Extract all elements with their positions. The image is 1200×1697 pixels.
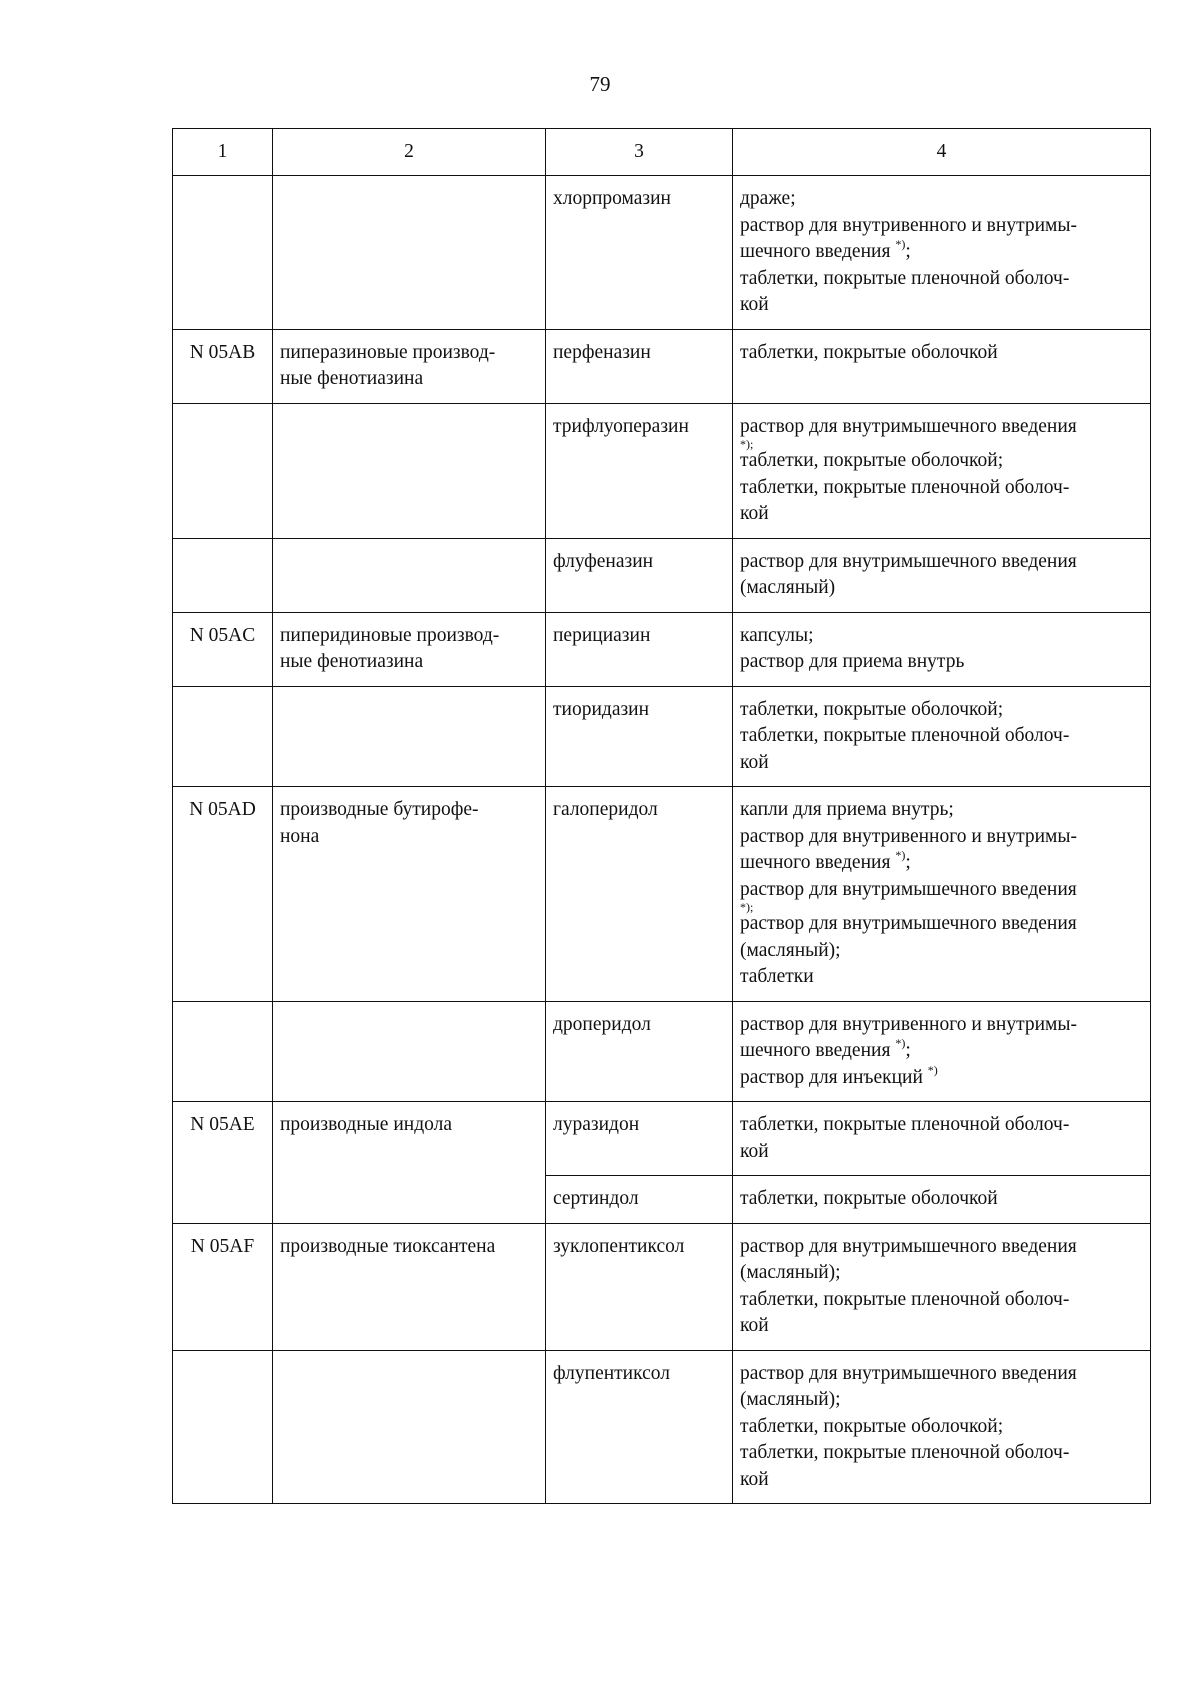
dosage-form-text: раствор для внутримышечного введения: [740, 913, 1077, 934]
dosage-form-text: таблетки: [740, 966, 814, 987]
dosage-form-text: таблетки, покрытые оболочкой;: [740, 450, 1004, 471]
punctuation: ;: [905, 1040, 911, 1061]
dosage-form-text: таблетки, покрытые пленочной оболоч-: [740, 1114, 1070, 1135]
dosage-form-line: [740, 1361, 1144, 1388]
dosage-form-line: [740, 239, 1144, 266]
table-row: [173, 612, 1151, 686]
pharmacological-group-cell: [273, 403, 546, 538]
dosage-form-text: драже;: [740, 188, 796, 209]
dosage-form-text: капсулы;: [740, 624, 814, 646]
pharmacological-group-cell: [273, 329, 546, 403]
dosage-form-line: [740, 877, 1144, 904]
dosage-forms-cell: [733, 403, 1151, 538]
dosage-form-line: [740, 1260, 1144, 1287]
pharmacological-group-cell: [273, 1223, 546, 1350]
group-text-line: производные индола: [280, 1114, 452, 1135]
dosage-form-text: таблетки, покрытые пленочной оболоч-: [740, 476, 1070, 498]
dosage-form-text: (масляный);: [740, 939, 841, 961]
dosage-form-text: таблетки, покрытые пленочной оболоч-: [740, 1288, 1070, 1310]
table-body: [173, 176, 1151, 1504]
footnote-mark: *): [895, 237, 906, 251]
table-row: [173, 176, 1151, 330]
dosage-forms-cell: [733, 1001, 1151, 1102]
dosage-form-text: шечного введения: [740, 852, 896, 873]
drug-name-cell: [546, 1176, 733, 1224]
footnote-mark: *): [927, 1062, 938, 1077]
dosage-form-text: (масляный);: [740, 1389, 841, 1410]
dosage-form-text: таблетки, покрытые оболочкой;: [740, 1415, 1004, 1437]
dosage-form-text: раствор для внутримышечного введения: [740, 1362, 1077, 1384]
group-text-line: ные фенотиазина: [280, 368, 424, 389]
column-header-3: 3: [546, 129, 733, 176]
header-row: [173, 129, 1151, 176]
footnote-mark: *);: [740, 900, 754, 914]
dosage-form-line: [740, 649, 1144, 676]
atc-code-cell: [173, 612, 273, 686]
dosage-form-line: [740, 414, 1144, 441]
table-row: [173, 686, 1151, 787]
dosage-form-text: (масляный): [740, 577, 836, 598]
pharmacological-group-cell: [273, 612, 546, 686]
dosage-form-text: шечного введения: [740, 1040, 896, 1061]
drug-name-cell: [546, 176, 733, 330]
dosage-form-text: раствор для внутримышечного введения: [740, 878, 1077, 900]
drug-name-cell: [546, 538, 733, 612]
pharmacological-group-cell: [273, 1001, 546, 1102]
dosage-form-text: раствор для приема внутрь: [740, 651, 965, 672]
dosage-form-line: [740, 797, 1144, 824]
drug-name: трифлуоперазин: [553, 415, 689, 437]
table-row: [173, 787, 1151, 1002]
drug-name: флупентиксол: [553, 1362, 670, 1384]
dosage-forms-cell: [733, 1223, 1151, 1350]
dosage-form-line: [740, 850, 1144, 877]
drug-name-cell: [546, 1001, 733, 1102]
dosage-form-text: кой: [740, 1315, 769, 1336]
footnote-mark: *): [895, 1036, 906, 1050]
atc-code: N 05AD: [189, 799, 256, 820]
dosage-forms-cell: [733, 1350, 1151, 1504]
table-row: [173, 1102, 1151, 1176]
dosage-forms-cell: [733, 612, 1151, 686]
dosage-form-line: [740, 1038, 1144, 1065]
dosage-form-text: кой: [740, 294, 769, 315]
dosage-forms-cell: [733, 1176, 1151, 1224]
atc-code-cell: [173, 329, 273, 403]
dosage-form-text: капли для приема внутрь;: [740, 799, 954, 820]
atc-code: N 05AB: [189, 341, 256, 363]
dosage-form-text: раствор для инъекций: [740, 1066, 928, 1088]
dosage-form-line: [740, 1287, 1144, 1314]
dosage-form-line: [740, 575, 1144, 602]
dosage-forms-cell: [733, 538, 1151, 612]
punctuation: ;: [905, 852, 911, 873]
pharmacological-group-cell: [273, 1102, 546, 1224]
atc-code-cell: [173, 787, 273, 1002]
dosage-form-text: таблетки, покрытые пленочной оболоч-: [740, 267, 1070, 289]
dosage-form-text: (масляный);: [740, 1262, 841, 1283]
drug-name-cell: [546, 329, 733, 403]
dosage-form-line: [740, 750, 1144, 777]
dosage-form-line: [740, 1062, 1144, 1092]
dosage-form-line: [740, 340, 1144, 367]
drug-table: [172, 128, 1151, 1504]
dosage-forms-cell: [733, 329, 1151, 403]
table-row: [173, 538, 1151, 612]
drug-name: перициазин: [553, 624, 651, 646]
dosage-form-text: таблетки, покрытые пленочной оболоч-: [740, 725, 1070, 746]
atc-code-cell: [173, 538, 273, 612]
dosage-form-line: [740, 938, 1144, 965]
dosage-form-text: раствор для внутримышечного введения: [740, 415, 1077, 437]
drug-name-cell: [546, 1102, 733, 1176]
dosage-form-line: [740, 1139, 1144, 1166]
dosage-form-text: кой: [740, 1140, 769, 1162]
dosage-form-line: [740, 964, 1144, 991]
dosage-form-line: [740, 1234, 1144, 1261]
group-text-line: производные тиоксантена: [280, 1235, 496, 1257]
drug-name: флуфеназин: [553, 550, 654, 572]
column-header-4: 4: [733, 129, 1151, 176]
drug-name: дроперидол: [553, 1013, 651, 1035]
dosage-form-line: [740, 697, 1144, 724]
atc-code-cell: [173, 403, 273, 538]
group-text-line: нона: [280, 825, 320, 847]
dosage-form-line: [740, 186, 1144, 213]
dosage-form-text: кой: [740, 503, 769, 524]
dosage-form-line: [740, 213, 1144, 240]
dosage-forms-cell: [733, 176, 1151, 330]
drug-name-cell: [546, 403, 733, 538]
dosage-forms-cell: [733, 1102, 1151, 1176]
drug-name: зуклопентиксол: [553, 1235, 685, 1257]
table-row: [173, 1223, 1151, 1350]
drug-name: перфеназин: [553, 341, 651, 363]
drug-name-cell: [546, 1350, 733, 1504]
column-header-2: 2: [273, 129, 546, 176]
atc-code-cell: [173, 1223, 273, 1350]
atc-code-cell: [173, 1001, 273, 1102]
table-header: [173, 129, 1151, 176]
group-text-line: производные бутирофе-: [280, 799, 479, 820]
dosage-form-text: кой: [740, 751, 769, 773]
drug-name: луразидон: [553, 1114, 640, 1135]
footnote-mark: *);: [740, 437, 754, 451]
dosage-form-line: [740, 475, 1144, 502]
dosage-form-text: раствор для внутривенного и внутримы-: [740, 214, 1077, 236]
atc-code: N 05AE: [190, 1114, 255, 1135]
drug-name-cell: [546, 686, 733, 787]
group-text-line: пиперазиновые производ-: [280, 341, 496, 363]
drug-name: сертиндол: [553, 1188, 639, 1209]
dosage-form-text: раствор для внутримышечного введения: [740, 550, 1077, 572]
pharmacological-group-cell: [273, 538, 546, 612]
drug-name: галоперидол: [553, 799, 658, 820]
group-text-line: пиперидиновые производ-: [280, 624, 500, 646]
page-number: 79: [589, 72, 611, 96]
atc-code-cell: [173, 1350, 273, 1504]
pharmacological-group-cell: [273, 176, 546, 330]
table-row: [173, 1001, 1151, 1102]
pharmacological-group-cell: [273, 1350, 546, 1504]
dosage-forms-cell: [733, 686, 1151, 787]
dosage-form-line: [740, 1112, 1144, 1139]
table-row: [173, 329, 1151, 403]
dosage-form-line: [740, 448, 1144, 475]
dosage-form-text: раствор для внутривенного и внутримы-: [740, 1013, 1077, 1035]
dosage-form-line: [740, 1414, 1144, 1441]
drug-name-cell: [546, 612, 733, 686]
dosage-form-line: [740, 1313, 1144, 1340]
dosage-form-line: [740, 266, 1144, 293]
dosage-form-text: раствор для внутривенного и внутримы-: [740, 825, 1077, 847]
drug-name-cell: [546, 787, 733, 1002]
drug-name: хлорпромазин: [553, 188, 671, 209]
dosage-form-line: [740, 623, 1144, 650]
dosage-form-line: [740, 1387, 1144, 1414]
dosage-forms-cell: [733, 787, 1151, 1002]
atc-code-cell: [173, 176, 273, 330]
punctuation: ;: [905, 241, 911, 262]
atc-code: N 05AF: [190, 1235, 255, 1257]
dosage-form-text: раствор для внутримышечного введения: [740, 1235, 1077, 1257]
dosage-form-line: [740, 1440, 1144, 1467]
group-text-line: ные фенотиазина: [280, 651, 424, 672]
atc-code-cell: [173, 686, 273, 787]
column-header-1: 1: [173, 129, 273, 176]
atc-code-cell: [173, 1102, 273, 1224]
dosage-form-line: [740, 501, 1144, 528]
table-row: [173, 403, 1151, 538]
dosage-form-text: шечного введения: [740, 241, 896, 262]
pharmacological-group-cell: [273, 686, 546, 787]
dosage-form-line: [740, 824, 1144, 851]
dosage-form-text: таблетки, покрытые оболочкой: [740, 341, 998, 363]
footnote-mark: *): [895, 848, 906, 862]
dosage-form-line: [740, 1186, 1144, 1213]
dosage-form-line: [740, 1012, 1144, 1039]
table-row: [173, 1350, 1151, 1504]
drug-name-cell: [546, 1223, 733, 1350]
drug-name: тиоридазин: [553, 698, 650, 720]
dosage-form-line: [740, 723, 1144, 750]
dosage-form-line: [740, 292, 1144, 319]
atc-code: N 05AC: [189, 624, 256, 646]
dosage-form-text: кой: [740, 1468, 769, 1490]
dosage-form-line: [740, 1467, 1144, 1494]
dosage-form-text: таблетки, покрытые пленочной оболоч-: [740, 1442, 1070, 1463]
dosage-form-line: [740, 549, 1144, 576]
dosage-form-text: таблетки, покрытые оболочкой: [740, 1188, 998, 1209]
dosage-form-line: [740, 911, 1144, 938]
dosage-form-text: таблетки, покрытые оболочкой;: [740, 698, 1004, 720]
pharmacological-group-cell: [273, 787, 546, 1002]
